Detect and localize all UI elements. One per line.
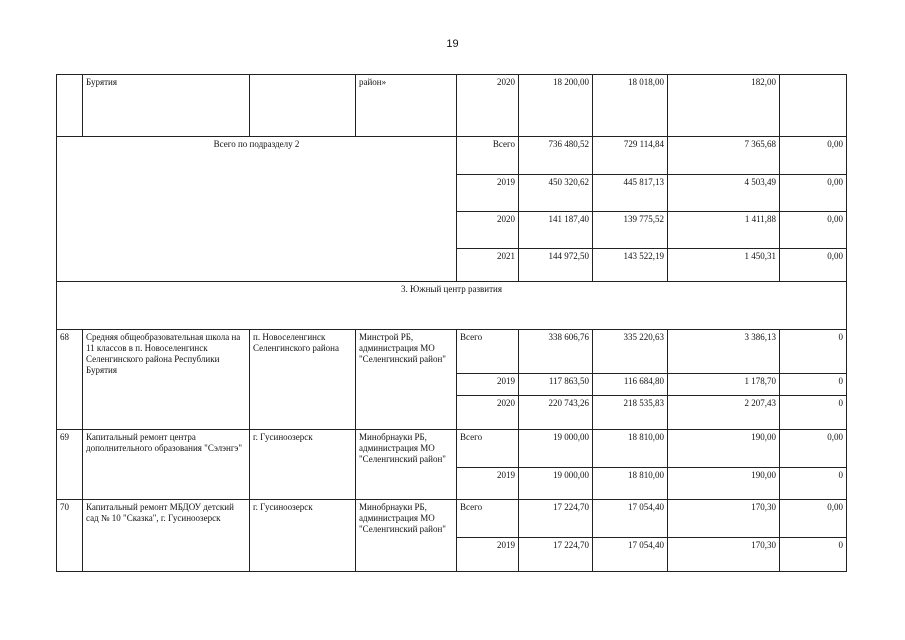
cell-total: 338 606,76	[519, 330, 593, 374]
cell-year: 2020	[457, 75, 519, 137]
cell-total: 141 187,40	[519, 212, 593, 249]
table-row-continued	[57, 75, 847, 137]
cell-total: 220 743,26	[519, 396, 593, 430]
cell-federal: 729 114,84	[593, 137, 668, 175]
cell-regional: 190,00	[668, 430, 780, 468]
cell-total: 19 000,00	[519, 468, 593, 500]
cell-responsible: район»	[356, 75, 457, 137]
table-row	[57, 430, 847, 468]
cell-regional: 170,30	[668, 500, 780, 538]
cell-name: Средняя общеобразовательная школа на 11 классов в п. Новоселенгинск Селенгинского района Республики Бурятия	[83, 330, 250, 430]
cell-total: 19 000,00	[519, 430, 593, 468]
cell-name: Капитальный ремонт МБДОУ детский сад № 10 "Сказка", г. Гусиноозерск	[83, 500, 250, 572]
cell-total: 736 480,52	[519, 137, 593, 175]
cell-local: 0	[780, 468, 847, 500]
cell-local: 0,00	[780, 430, 847, 468]
cell-responsible: Минстрой РБ, администрация МО "Селенгинский район"	[356, 330, 457, 430]
cell-regional: 7 365,68	[668, 137, 780, 175]
cell-total: 17 224,70	[519, 538, 593, 572]
cell-year: 2020	[457, 212, 519, 249]
cell-federal: 218 535,83	[593, 396, 668, 430]
cell-local: 0	[780, 374, 847, 396]
cell-federal: 143 522,19	[593, 249, 668, 282]
cell-federal: 445 817,13	[593, 175, 668, 212]
cell-year: 2019	[457, 175, 519, 212]
cell-year: Всего	[457, 430, 519, 468]
cell-year: 2021	[457, 249, 519, 282]
cell-local: 0,00	[780, 137, 847, 175]
cell-name: Капитальный ремонт центра дополнительного образования "Сэлэнгэ"	[83, 430, 250, 500]
cell-regional: 1 450,31	[668, 249, 780, 282]
cell-local: 0,00	[780, 212, 847, 249]
cell-location	[250, 75, 356, 137]
cell-year: Всего	[457, 330, 519, 374]
cell-total: 144 972,50	[519, 249, 593, 282]
cell-regional: 190,00	[668, 468, 780, 500]
page-number: 19	[446, 38, 459, 50]
cell-location: п. Новоселенгинск Селенгинского района	[250, 330, 356, 430]
cell-year: 2019	[457, 468, 519, 500]
cell-federal: 139 775,52	[593, 212, 668, 249]
cell-num: 68	[57, 330, 83, 430]
cell-federal: 335 220,63	[593, 330, 668, 374]
cell-federal: 18 810,00	[593, 430, 668, 468]
cell-responsible: Минобрнауки РБ, администрация МО "Селенгинский район"	[356, 500, 457, 572]
cell-regional: 1 411,88	[668, 212, 780, 249]
cell-local: 0,00	[780, 175, 847, 212]
budget-table	[56, 74, 847, 572]
cell-local	[780, 75, 847, 137]
cell-name: Бурятия	[83, 75, 250, 137]
cell-year: 2020	[457, 396, 519, 430]
cell-regional: 1 178,70	[668, 374, 780, 396]
cell-regional: 182,00	[668, 75, 780, 137]
cell-local: 0,00	[780, 249, 847, 282]
cell-regional: 3 386,13	[668, 330, 780, 374]
cell-federal: 17 054,40	[593, 500, 668, 538]
cell-location: г. Гусиноозерск	[250, 500, 356, 572]
cell-responsible: Минобрнауки РБ, администрация МО "Селенгинский район"	[356, 430, 457, 500]
table-row-section	[57, 282, 847, 330]
section-title: 3. Южный центр развития	[57, 282, 847, 330]
cell-num: 69	[57, 430, 83, 500]
cell-regional: 2 207,43	[668, 396, 780, 430]
cell-total: 17 224,70	[519, 500, 593, 538]
cell-num	[57, 75, 83, 137]
cell-total: 117 863,50	[519, 374, 593, 396]
subsection-total-label: Всего по подразделу 2	[57, 137, 457, 282]
cell-federal: 116 684,80	[593, 374, 668, 396]
cell-year: Всего	[457, 137, 519, 175]
cell-num: 70	[57, 500, 83, 572]
cell-total: 450 320,62	[519, 175, 593, 212]
cell-federal: 18 810,00	[593, 468, 668, 500]
cell-year: 2019	[457, 374, 519, 396]
cell-year: Всего	[457, 500, 519, 538]
table-row	[57, 500, 847, 538]
cell-year: 2019	[457, 538, 519, 572]
cell-federal: 18 018,00	[593, 75, 668, 137]
cell-local: 0,00	[780, 500, 847, 538]
cell-location: г. Гусиноозерск	[250, 430, 356, 500]
cell-local: 0	[780, 396, 847, 430]
cell-regional: 4 503,49	[668, 175, 780, 212]
cell-federal: 17 054,40	[593, 538, 668, 572]
cell-total: 18 200,00	[519, 75, 593, 137]
cell-local: 0	[780, 538, 847, 572]
cell-local: 0	[780, 330, 847, 374]
cell-regional: 170,30	[668, 538, 780, 572]
table-row	[57, 330, 847, 374]
table-row-subtotal	[57, 137, 847, 175]
